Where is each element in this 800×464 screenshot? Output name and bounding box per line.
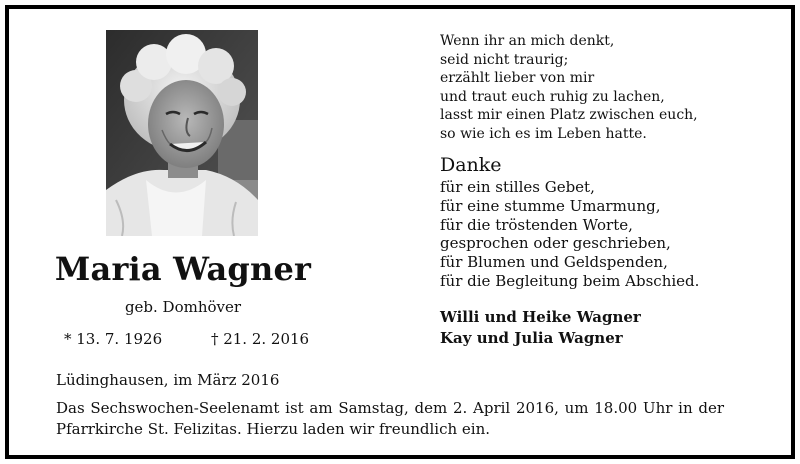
thanks-line: für eine stumme Umarmung, [440, 196, 661, 215]
poem-line: und traut euch ruhig zu lachen, [440, 88, 665, 105]
poem-line: erzählt lieber von mir [440, 70, 595, 86]
thanks-line: für die Begleitung beim Abschied. [440, 271, 700, 290]
thanks-heading: Danke [440, 154, 502, 176]
poem-line: seid nicht traurig; [440, 51, 569, 68]
poem [440, 32, 698, 143]
signer: Kay und Julia Wagner [440, 329, 623, 347]
thanks-line: gesprochen oder geschrieben, [440, 234, 671, 253]
place-date: Lüdinghausen, im März 2016 [56, 371, 280, 389]
thanks-line: für die tröstenden Worte, [440, 215, 633, 234]
thanks-line: für ein stilles Gebet, [440, 178, 595, 196]
death-date: † 21. 2. 2016 [210, 330, 310, 348]
portrait-photo [106, 30, 258, 236]
signer: Willi und Heike Wagner [440, 308, 641, 326]
birth-date: * 13. 7. 1926 [64, 330, 163, 348]
thanks-line: für Blumen und Geldspenden, [440, 253, 668, 272]
deceased-name: Maria Wagner [54, 250, 312, 288]
thanks-list [440, 178, 699, 291]
poem-line: lasst mir einen Platz zwischen euch, [440, 107, 698, 123]
poem-line: Wenn ihr an mich denkt, [440, 33, 615, 49]
poem-line: so wie ich es im Leben hatte. [440, 125, 647, 142]
service-announcement: Das Sechswochen-Seelenamt ist am Samstag, dem 2. April 2016, um 18.00 Uhr in der Pfarrkirche St. Felizitas. Hierzu laden wir freundlich ein. [56, 399, 724, 438]
life-dates [64, 330, 309, 348]
signers [440, 307, 641, 349]
birth-name: geb. Domhöver [124, 298, 242, 316]
